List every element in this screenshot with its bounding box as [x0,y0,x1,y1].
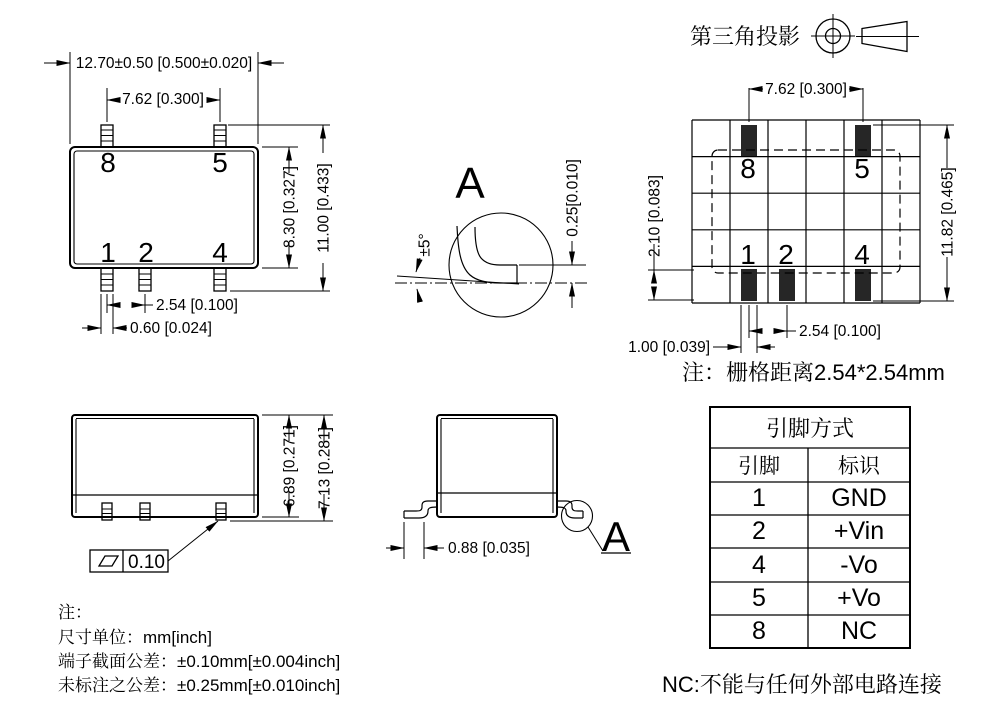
dim-pad-overall-height [873,125,956,301]
row-pin: 1 [752,484,766,512]
projection-header [690,14,919,58]
pin-table-header-pin: 引脚 [738,455,780,478]
grid-note: 注：栅格距离2.54*2.54mm [682,360,945,385]
svg-text:1.00 [0.039]: 1.00 [0.039] [628,339,710,356]
pad-1 [741,269,757,301]
pad-label-4: 4 [854,239,870,270]
svg-text:6.89 [0.271]: 6.89 [0.271] [281,425,299,507]
pin-table-header-id: 标识 [838,455,880,478]
nc-note: NC:不能与任何外部电路连接 [662,672,942,697]
svg-text:±5°: ±5° [416,233,434,257]
flatness-leader [168,521,218,561]
flatness-callout [90,521,218,573]
notes-general-tolerance: 未标注之公差：±0.25mm[±0.010inch] [58,676,341,695]
third-angle-projection-icon [811,14,919,58]
side-view [72,415,333,573]
pin-label-1: 1 [100,237,116,268]
end-view [386,415,631,560]
pad-label-8: 8 [740,153,756,184]
flatness-symbol-icon [99,556,118,566]
row-id: -Vo [840,551,878,579]
detail-marker-label: A [601,513,631,560]
pad-label-5: 5 [854,153,870,184]
dim-pad-pitch [749,305,881,340]
grid [692,120,920,303]
row-pin: 8 [752,617,766,645]
svg-text:0.60 [0.024]: 0.60 [0.024] [130,320,212,337]
bottom-pins [101,268,226,291]
row-id: +Vin [833,517,885,545]
row-pin: 5 [752,584,766,612]
pad-5 [855,125,871,156]
pin-table-title: 引脚方式 [765,416,855,441]
pin-table-gridlines [710,448,910,648]
top-pins [101,125,226,147]
pin-label-2: 2 [138,237,154,268]
notes-title: 注： [58,603,92,622]
dim-pad-length [646,175,694,300]
side-body-inner-lines [76,419,254,514]
detail-view-a [395,159,588,317]
end-body-outline [437,415,557,517]
pad-4 [855,269,871,301]
dim-pin-pitch [107,294,238,314]
lead-cross-section [457,226,517,283]
svg-text:2.10 [0.083]: 2.10 [0.083] [646,175,664,257]
pin-table [710,407,910,648]
row-id: NC [840,617,878,645]
pad-label-2: 2 [778,239,794,270]
svg-text:0.88 [0.035]: 0.88 [0.035] [448,540,530,557]
detail-marker-circle [562,501,593,532]
dim-overall-height [228,125,332,291]
projection-label: 第三角投影 [690,24,801,49]
svg-text:2.54 [0.100]: 2.54 [0.100] [156,297,238,314]
pin-label-4: 4 [212,237,228,268]
pad-label-1: 1 [740,239,756,270]
dim-angle [416,233,433,302]
svg-text:2.54 [0.100]: 2.54 [0.100] [799,323,881,340]
pin-label-8: 8 [100,147,116,178]
svg-text:8.30 [0.327]: 8.30 [0.327] [281,166,299,248]
notes-terminal-tolerance: 端子截面公差：±0.10mm[±0.004inch] [58,652,341,671]
pad-layout-view [628,81,956,385]
row-id: GND [831,484,887,512]
notes-unit: 尺寸单位：mm[inch] [58,628,212,647]
pad-2 [779,269,795,301]
dim-lead-thickness [564,159,581,308]
svg-text:11.00 [0.433]: 11.00 [0.433] [315,163,333,253]
svg-text:0.25[0.010]: 0.25[0.010] [564,159,582,237]
notes [58,603,340,695]
dim-pad-span [749,81,863,122]
front-view [44,52,332,337]
pad-8 [741,125,757,156]
dim-body-height [262,147,298,268]
side-body-outline [72,415,258,517]
svg-text:11.82 [0.465]: 11.82 [0.465] [939,167,957,257]
svg-text:7.62 [0.300]: 7.62 [0.300] [122,91,204,108]
row-id: +Vo [837,584,881,612]
pin-table-rows [752,484,887,645]
detail-marker-leader [588,527,603,551]
svg-text:7.62 [0.300]: 7.62 [0.300] [765,81,847,98]
flatness-value: 0.10 [128,552,165,573]
end-body-inner-lines [441,419,553,514]
package-body-outline [70,147,258,268]
pin-label-5: 5 [212,147,228,178]
svg-text:12.70±0.50 [0.500±0.020]: 12.70±0.50 [0.500±0.020] [75,55,253,72]
row-pin: 4 [752,551,766,579]
dim-lead-foot [386,522,530,559]
detail-a-title: A [455,159,485,208]
svg-text:7.13 [0.281]: 7.13 [0.281] [316,427,334,509]
dim-pin-span [107,88,220,122]
row-pin: 2 [752,517,766,545]
